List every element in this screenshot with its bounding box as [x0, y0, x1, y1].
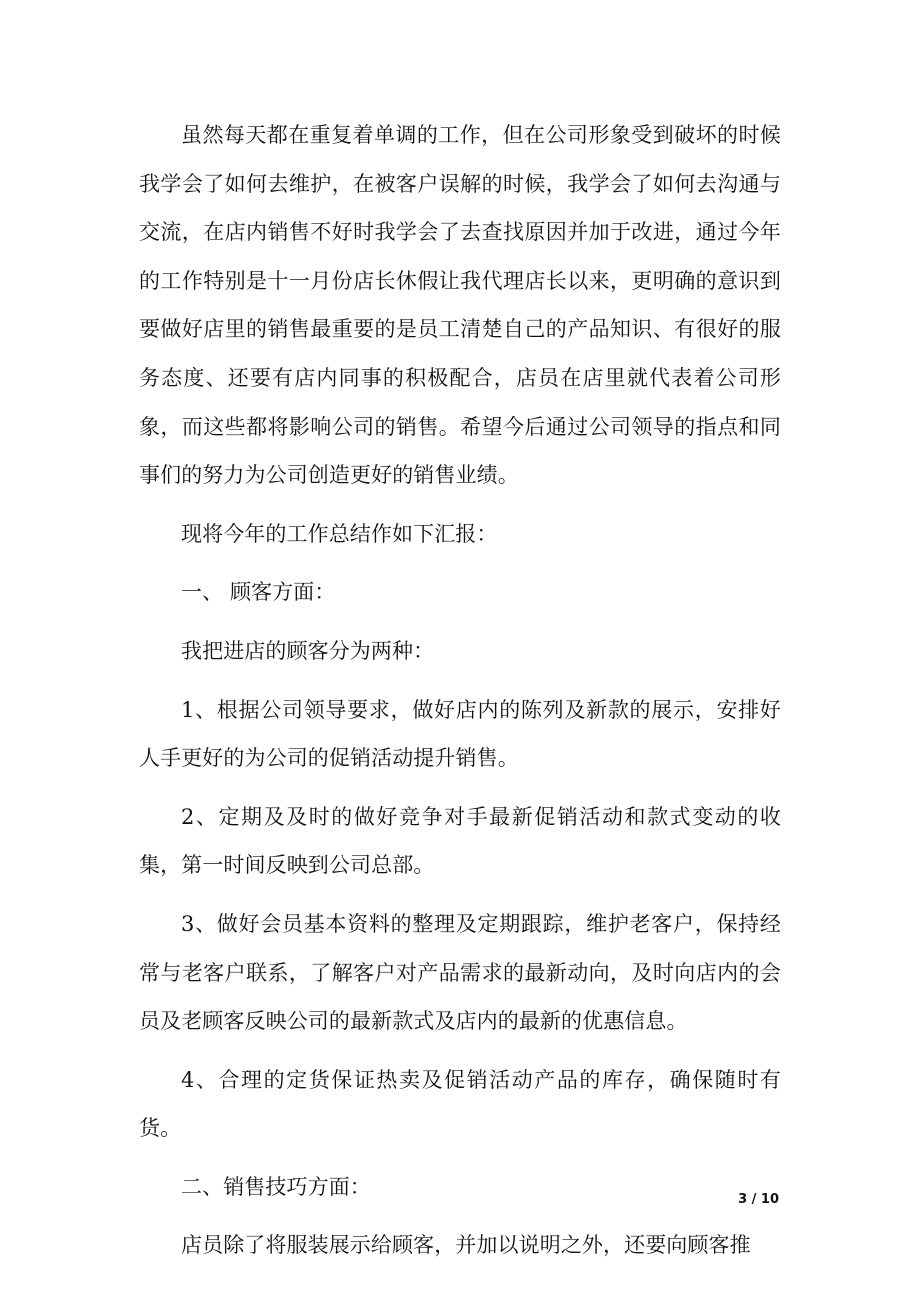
list-item-2: 2、定期及及时的做好竞争对手最新促销活动和款式变动的收集，第一时间反映到公司总部。: [139, 804, 781, 878]
paragraph-intro: 虽然每天都在重复着单调的工作，但在公司形象受到破坏的时候我学会了如何去维护，在被客户误解的时候，我学会了如何去沟通与交流，在店内销售不好时我学会了去查找原因并加于改进，通过今年的工作特别是十一月份店长休假让我代理店长以来，更明确的意识到要做好店里的销售最重要的是员工清楚自己的产品知识、有很好的服务态度、还要有店内同事的积极配合，店员在店里就代表着公司形象，而这些都将影响公司的销售。希望今后通过公司领导的指点和同事们的努力为公司创造更好的销售业绩。: [139, 123, 781, 488]
paragraph-customer-types: 我把进店的顾客分为两种：: [181, 638, 435, 663]
page-number: 3 / 10: [738, 1192, 779, 1207]
list-item-3: 3、做好会员基本资料的整理及定期跟踪，维护老客户，保持经常与老客户联系，了解客户对产品需求的最新动向，及时向店内的会员及老顾客反映公司的最新款式及店内的最新的优惠信息。: [139, 911, 781, 1034]
paragraph-summary-lead: 现将今年的工作总结作如下汇报：: [181, 521, 498, 546]
list-item-1: 1、根据公司领导要求，做好店内的陈列及新款的展示，安排好人手更好的为公司的促销活动提升销售。: [139, 697, 781, 771]
document-body: [139, 111, 781, 1280]
paragraph-sales-skills: 店员除了将服装展示给顾客，并加以说明之外，还要向顾客推: [181, 1233, 751, 1258]
heading-sales-skills: 二、销售技巧方面：: [181, 1174, 371, 1199]
heading-customers: 一、 顾客方面：: [181, 580, 336, 605]
list-item-4: 4、合理的定货保证热卖及促销活动产品的库存，确保随时有货。: [139, 1067, 781, 1141]
